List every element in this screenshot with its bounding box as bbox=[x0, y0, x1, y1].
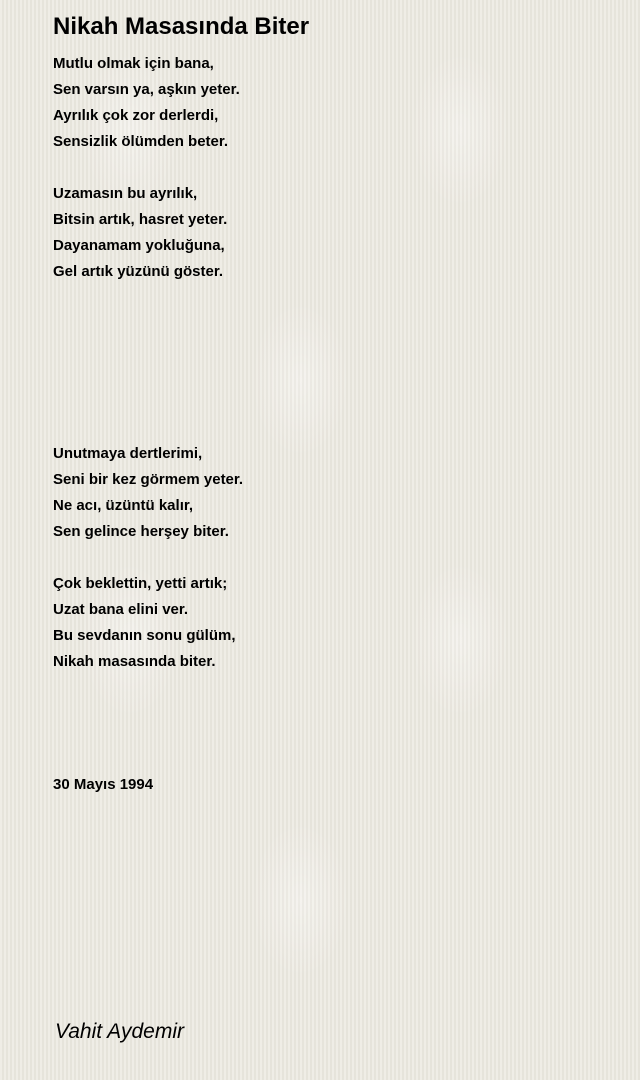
poem-line: Gel artık yüzünü göster. bbox=[53, 263, 224, 280]
poem-line: Çok beklettin, yetti artık; bbox=[53, 575, 228, 592]
stanza-4 bbox=[53, 571, 613, 675]
stanza-gap bbox=[53, 389, 613, 415]
stanza-3 bbox=[53, 441, 613, 545]
poem-line: Bu sevdanın sonu gülüm, bbox=[53, 627, 236, 644]
stanza-gap bbox=[53, 545, 613, 571]
stanza-gap bbox=[53, 337, 613, 363]
poem-line: Ne acı, üzüntü kalır, bbox=[53, 497, 194, 514]
poem-date: 30 Mayıs 1994 bbox=[53, 776, 154, 793]
poem-line: Uzat bana elini ver. bbox=[53, 601, 189, 618]
stanza-gap bbox=[53, 155, 613, 181]
poem-line: Uzamasın bu ayrılık, bbox=[53, 185, 198, 202]
stanza-gap bbox=[53, 285, 613, 311]
stanza-gap bbox=[53, 311, 613, 337]
poem-line: Sen gelince herşey biter. bbox=[53, 523, 229, 540]
poem-line: Mutlu olmak için bana, bbox=[53, 55, 214, 72]
poem-line: Bitsin artık, hasret yeter. bbox=[53, 211, 228, 228]
stanza-gap bbox=[53, 363, 613, 389]
stanza-1 bbox=[53, 51, 613, 155]
poem-line: Nikah masasında biter. bbox=[53, 653, 216, 670]
poem-line: Unutmaya dertlerimi, bbox=[53, 445, 203, 462]
poem-title: Nikah Masasında Biter bbox=[53, 13, 310, 40]
poem-body bbox=[53, 51, 613, 675]
poem-line: Dayanamam yokluğuna, bbox=[53, 237, 225, 254]
poem-line: Seni bir kez görmem yeter. bbox=[53, 471, 244, 488]
poem-line: Sen varsın ya, aşkın yeter. bbox=[53, 81, 240, 98]
poem-line: Ayrılık çok zor derlerdi, bbox=[53, 107, 219, 124]
stanza-gap bbox=[53, 415, 613, 441]
author-name: Vahit Aydemir bbox=[55, 1020, 184, 1043]
poem-line: Sensizlik ölümden beter. bbox=[53, 133, 229, 150]
stanza-2 bbox=[53, 181, 613, 285]
